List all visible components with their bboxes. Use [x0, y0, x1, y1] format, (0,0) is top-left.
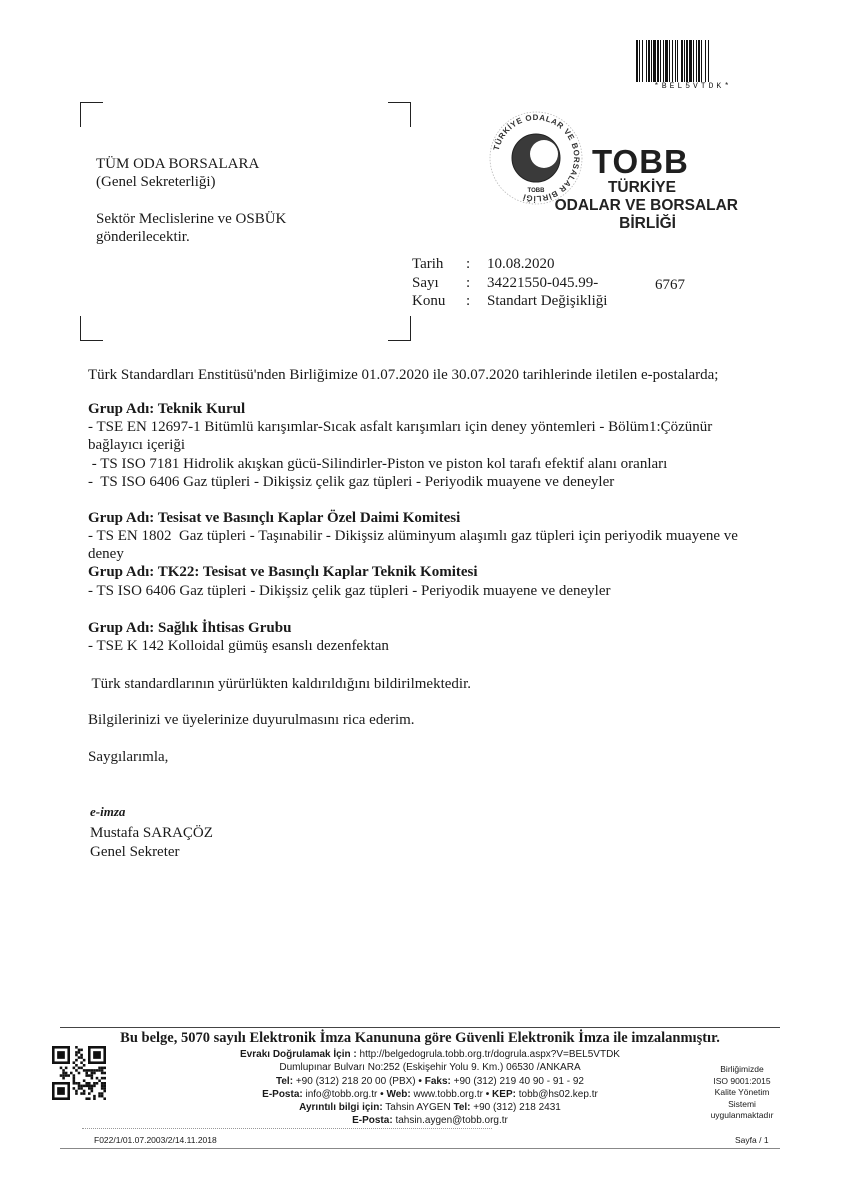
- qr-module: [91, 1072, 94, 1075]
- qr-module: [62, 1077, 65, 1080]
- tel-label: Tel:: [276, 1075, 294, 1087]
- qr-module: [98, 1092, 101, 1095]
- qr-module: [57, 1051, 65, 1059]
- footer-contact-line: [150, 1101, 710, 1114]
- web-link[interactable]: www.tobb.org.tr: [413, 1088, 483, 1100]
- qr-module: [93, 1085, 96, 1088]
- qr-module: [75, 1059, 78, 1062]
- recipient-line-1: TÜM ODA BORSALARA: [96, 156, 260, 172]
- barcode-bar: [689, 40, 692, 82]
- qr-module: [91, 1069, 94, 1072]
- qr-module: [93, 1097, 96, 1100]
- qr-module: [88, 1085, 91, 1088]
- iso-certification: [700, 1064, 784, 1122]
- qr-module: [85, 1085, 88, 1088]
- barcode-bar: [672, 40, 673, 82]
- qr-module: [60, 1067, 63, 1070]
- qr-module: [80, 1087, 83, 1090]
- qr-module: [67, 1074, 70, 1077]
- footer-dotted-line: [82, 1128, 492, 1129]
- verify-label: Evrakı Doğrulamak İçin :: [240, 1049, 357, 1060]
- qr-module: [78, 1072, 81, 1075]
- footer-bottom-rule: [60, 1148, 780, 1149]
- qr-module: [88, 1087, 91, 1090]
- qr-module: [65, 1072, 68, 1075]
- qr-module: [93, 1072, 96, 1075]
- footer-address: Dumlupınar Bulvarı No:252 (Eskişehir Yolu 9. Km.) 06530 /ANKARA: [279, 1062, 581, 1074]
- qr-module: [80, 1067, 83, 1070]
- qr-module: [88, 1082, 91, 1085]
- logo-tobb: TOBB: [592, 143, 689, 180]
- qr-module: [73, 1061, 76, 1064]
- signer-title: Genel Sekreter: [90, 844, 180, 860]
- qr-module: [103, 1077, 106, 1080]
- qr-module: [83, 1090, 86, 1093]
- qr-module: [85, 1097, 88, 1100]
- contact-label: Ayrıntılı bilgi için:: [299, 1102, 383, 1114]
- qr-module: [78, 1051, 81, 1054]
- qr-module: [75, 1092, 78, 1095]
- qr-module: [103, 1072, 106, 1075]
- qr-module: [101, 1092, 104, 1095]
- qr-module: [73, 1087, 76, 1090]
- qr-module: [78, 1056, 81, 1059]
- qr-module: [88, 1069, 91, 1072]
- qr-module: [91, 1090, 94, 1093]
- barcode-bar: [681, 40, 683, 82]
- qr-module: [75, 1054, 78, 1057]
- number-value: 34221550-045.99-: [487, 275, 599, 291]
- barcode: [636, 40, 750, 82]
- iso-line: Sistemi: [728, 1098, 756, 1109]
- qr-module: [70, 1072, 73, 1075]
- barcode-bar: [696, 40, 697, 82]
- kep-label: KEP:: [492, 1088, 516, 1100]
- qr-module: [83, 1085, 86, 1088]
- email-label: E-Posta:: [262, 1088, 303, 1100]
- group-1-item: bağlayıcı içeriği: [88, 437, 186, 453]
- qr-module: [73, 1074, 76, 1077]
- svg-text:TOBB: TOBB: [527, 188, 545, 194]
- group-title-3: Grup Adı: TK22: Tesisat ve Basınçlı Kaplar Teknik Komitesi: [88, 564, 478, 580]
- recipient-line-2: (Genel Sekreterliği): [96, 174, 216, 190]
- qr-module: [73, 1077, 76, 1080]
- barcode-bar: [653, 40, 656, 82]
- barcode-bar: [660, 40, 661, 82]
- barcode-bar: [642, 40, 643, 82]
- verify-link[interactable]: http://belgedogrula.tobb.org.tr/dogrula.aspx?V=BEL5VTDK: [359, 1049, 620, 1060]
- qr-module: [91, 1077, 94, 1080]
- logo-line-3: BİRLİĞİ: [619, 215, 676, 232]
- qr-module: [91, 1085, 94, 1088]
- qr-module: [78, 1085, 81, 1088]
- barcode-bar: [665, 40, 668, 82]
- qr-module: [101, 1077, 104, 1080]
- qr-module: [78, 1082, 81, 1085]
- qr-module: [83, 1059, 86, 1062]
- qr-module: [83, 1079, 86, 1082]
- barcode-text: *BEL5VTDK*: [653, 82, 732, 91]
- qr-module: [101, 1082, 104, 1085]
- qr-module: [73, 1079, 76, 1082]
- barcode-bar: [686, 40, 688, 82]
- qr-module: [103, 1082, 106, 1085]
- recipient-line-4: gönderilecektir.: [96, 229, 190, 245]
- qr-module: [73, 1067, 76, 1070]
- paragraph-request: Bilgilerinizi ve üyelerinize duyurulmasını rica ederim.: [88, 712, 415, 728]
- qr-module: [85, 1074, 88, 1077]
- subject-colon: :: [466, 293, 471, 309]
- qr-module: [57, 1087, 65, 1095]
- date-label: Tarih: [412, 256, 444, 272]
- iso-line: Kalite Yönetim: [714, 1087, 770, 1097]
- qr-module: [75, 1090, 78, 1093]
- iso-line: Birliğimizde: [720, 1064, 764, 1074]
- qr-module: [75, 1082, 78, 1085]
- qr-module: [103, 1090, 106, 1093]
- footer-phone-line: [150, 1075, 710, 1088]
- qr-module: [78, 1087, 81, 1090]
- kep-link[interactable]: tobb@hs02.kep.tr: [518, 1088, 598, 1100]
- iso-line: uygulanmaktadır: [710, 1110, 774, 1120]
- tel-value: +90 (312) 218 20 00 (PBX): [295, 1075, 416, 1087]
- logo-line-2: ODALAR VE BORSALAR: [554, 197, 738, 214]
- footer-contact-block: [150, 1048, 710, 1128]
- page-number: Sayfa / 1: [735, 1135, 769, 1145]
- qr-module: [83, 1069, 86, 1072]
- tobb-emblem-icon: [486, 108, 586, 208]
- qr-module: [62, 1074, 65, 1077]
- qr-module: [80, 1092, 83, 1095]
- qr-module: [101, 1067, 104, 1070]
- qr-module: [75, 1069, 78, 1072]
- barcode-bar: [698, 40, 700, 82]
- group-title-4: Grup Adı: Sağlık İhtisas Grubu: [88, 620, 292, 636]
- address-bracket-bottom-left: [80, 316, 103, 341]
- qr-module: [98, 1095, 101, 1098]
- logo-line-1: TÜRKİYE: [607, 179, 676, 196]
- qr-module: [65, 1074, 68, 1077]
- email-link[interactable]: info@tobb.org.tr: [305, 1088, 378, 1100]
- qr-module: [93, 1082, 96, 1085]
- footer-verify-line: [150, 1048, 710, 1061]
- qr-module: [98, 1079, 101, 1082]
- qr-module: [91, 1087, 94, 1090]
- qr-module: [98, 1069, 101, 1072]
- iso-line: ISO 9001:2015: [713, 1075, 771, 1086]
- address-bracket-top-left: [80, 102, 103, 127]
- barcode-bar: [663, 40, 664, 82]
- qr-module: [73, 1082, 76, 1085]
- group-4-item: - TSE K 142 Kolloidal gümüş esanslı dezenfektan: [88, 638, 389, 654]
- paragraph-withdrawn: Türk standardlarının yürürlükten kaldırıldığını bildirilmektedir.: [88, 676, 471, 692]
- barcode-bar: [693, 40, 694, 82]
- qr-module: [96, 1082, 99, 1085]
- contact-email-link[interactable]: tahsin.aygen@tobb.org.tr: [395, 1115, 508, 1127]
- barcode-bar: [684, 40, 685, 82]
- closing: Saygılarımla,: [88, 749, 169, 765]
- barcode-bar: [646, 40, 647, 82]
- qr-module: [75, 1051, 78, 1054]
- footer-contact-email-line: [150, 1114, 710, 1127]
- qr-module: [101, 1095, 104, 1098]
- bullet: •: [380, 1088, 384, 1100]
- barcode-bar: [675, 40, 676, 82]
- barcode-bar: [639, 40, 640, 82]
- intro-paragraph: Türk Standardları Enstitüsü'nden Birliğimize 01.07.2020 ile 30.07.2020 tarihlerinde iletilen e-postalarda;: [88, 367, 719, 383]
- contact-email-label: E-Posta:: [352, 1115, 393, 1127]
- qr-module: [80, 1056, 83, 1059]
- svg-text:TÜRKİYE ODALAR VE BORSALAR BİR: TÜRKİYE ODALAR VE BORSALAR BİRLİĞİ: [491, 112, 582, 204]
- group-3-item: - TS ISO 6406 Gaz tüpleri - Dikişsiz çelik gaz tüpleri - Periyodik muayene ve deneyler: [88, 583, 611, 599]
- footer-web-line: [150, 1088, 710, 1101]
- recipient-line-3: Sektör Meclislerine ve OSBÜK: [96, 211, 287, 227]
- qr-module: [62, 1069, 65, 1072]
- qr-module: [80, 1085, 83, 1088]
- subject-label: Konu: [412, 293, 446, 309]
- number-colon: :: [466, 275, 471, 291]
- signer-name: Mustafa SARAÇÖZ: [90, 825, 213, 841]
- qr-module: [65, 1067, 68, 1070]
- qr-module: [91, 1074, 94, 1077]
- qr-module: [98, 1067, 101, 1070]
- qr-module: [80, 1049, 83, 1052]
- qr-module: [103, 1087, 106, 1090]
- qr-module: [88, 1074, 91, 1077]
- qr-module: [88, 1097, 91, 1100]
- qr-module: [93, 1051, 101, 1059]
- qr-module: [83, 1092, 86, 1095]
- qr-module: [85, 1072, 88, 1075]
- qr-module: [96, 1077, 99, 1080]
- qr-module: [75, 1046, 78, 1049]
- contact-tel-label: Tel:: [453, 1102, 471, 1114]
- footer-rule: [60, 1027, 780, 1028]
- barcode-bar: [677, 40, 678, 82]
- footer-title: Bu belge, 5070 sayılı Elektronik İmza Kanununa göre Güvenli Elektronik İmza ile imzalanmıştır.: [120, 1030, 720, 1046]
- contact-tel-value: +90 (312) 218 2431: [473, 1102, 561, 1114]
- qr-module: [75, 1064, 78, 1067]
- group-1-item: - TSE EN 12697-1 Bitümlü karışımlar-Sıcak asfalt karışımları için deney yöntemleri - Bölüm1:Çözünür: [88, 419, 713, 435]
- qr-module: [60, 1074, 63, 1077]
- qr-module: [103, 1085, 106, 1088]
- qr-module: [101, 1072, 104, 1075]
- contact-name: Tahsin AYGEN: [385, 1102, 451, 1114]
- barcode-bar: [669, 40, 670, 82]
- group-title-1: Grup Adı: Teknik Kurul: [88, 401, 246, 417]
- bullet: •: [485, 1088, 490, 1100]
- qr-module: [78, 1049, 81, 1052]
- number-label: Sayı: [412, 275, 439, 291]
- barcode-bar: [651, 40, 652, 82]
- address-bracket-bottom-right: [388, 316, 411, 341]
- group-2-item: deney: [88, 546, 124, 562]
- date-value: 10.08.2020: [487, 256, 555, 272]
- qr-module: [93, 1069, 96, 1072]
- group-1-item: - TS ISO 6406 Gaz tüpleri - Dikişsiz çelik gaz tüpleri - Periyodik muayene ve deneyler: [88, 474, 615, 490]
- barcode-bar: [636, 40, 638, 82]
- fax-label: Faks:: [424, 1075, 451, 1087]
- qr-module: [101, 1087, 104, 1090]
- qr-code-icon: [52, 1046, 106, 1100]
- subject-value: Standart Değişikliği: [487, 293, 608, 309]
- web-label: Web:: [386, 1088, 411, 1100]
- group-1-item: - TS ISO 7181 Hidrolik akışkan gücü-Silindirler-Piston ve piston kol tarafı efektif alanı oranları: [88, 456, 668, 472]
- qr-module: [85, 1082, 88, 1085]
- e-imza-mark: e-imza: [90, 804, 126, 819]
- barcode-bar: [657, 40, 659, 82]
- qr-module: [93, 1095, 96, 1098]
- qr-module: [101, 1085, 104, 1088]
- barcode-bar: [708, 40, 709, 82]
- group-2-item: - TS EN 1802 Gaz tüpleri - Taşınabilir - Dikişsiz alüminyum alaşımlı gaz tüpleri için periyodik muayene ve: [88, 528, 738, 544]
- barcode-bar: [648, 40, 650, 82]
- qr-module: [101, 1069, 104, 1072]
- qr-module: [83, 1064, 86, 1067]
- number-suffix: 6767: [655, 277, 685, 293]
- barcode-bar: [705, 40, 706, 82]
- qr-module: [85, 1069, 88, 1072]
- date-colon: :: [466, 256, 471, 272]
- fax-value: +90 (312) 219 40 90 - 91 - 92: [453, 1075, 584, 1087]
- group-title-2: Grup Adı: Tesisat ve Basınçlı Kaplar Özel Daimi Komitesi: [88, 510, 461, 526]
- barcode-bar: [701, 40, 702, 82]
- bullet: •: [418, 1075, 422, 1087]
- qr-module: [80, 1061, 83, 1064]
- qr-module: [88, 1092, 91, 1095]
- qr-module: [80, 1054, 83, 1057]
- qr-module: [62, 1072, 65, 1075]
- qr-module: [103, 1067, 106, 1070]
- qr-module: [78, 1067, 81, 1070]
- form-code: F022/1/01.07.2003/2/14.11.2018: [94, 1135, 217, 1145]
- address-bracket-top-right: [388, 102, 411, 127]
- qr-module: [103, 1097, 106, 1100]
- qr-module: [96, 1069, 99, 1072]
